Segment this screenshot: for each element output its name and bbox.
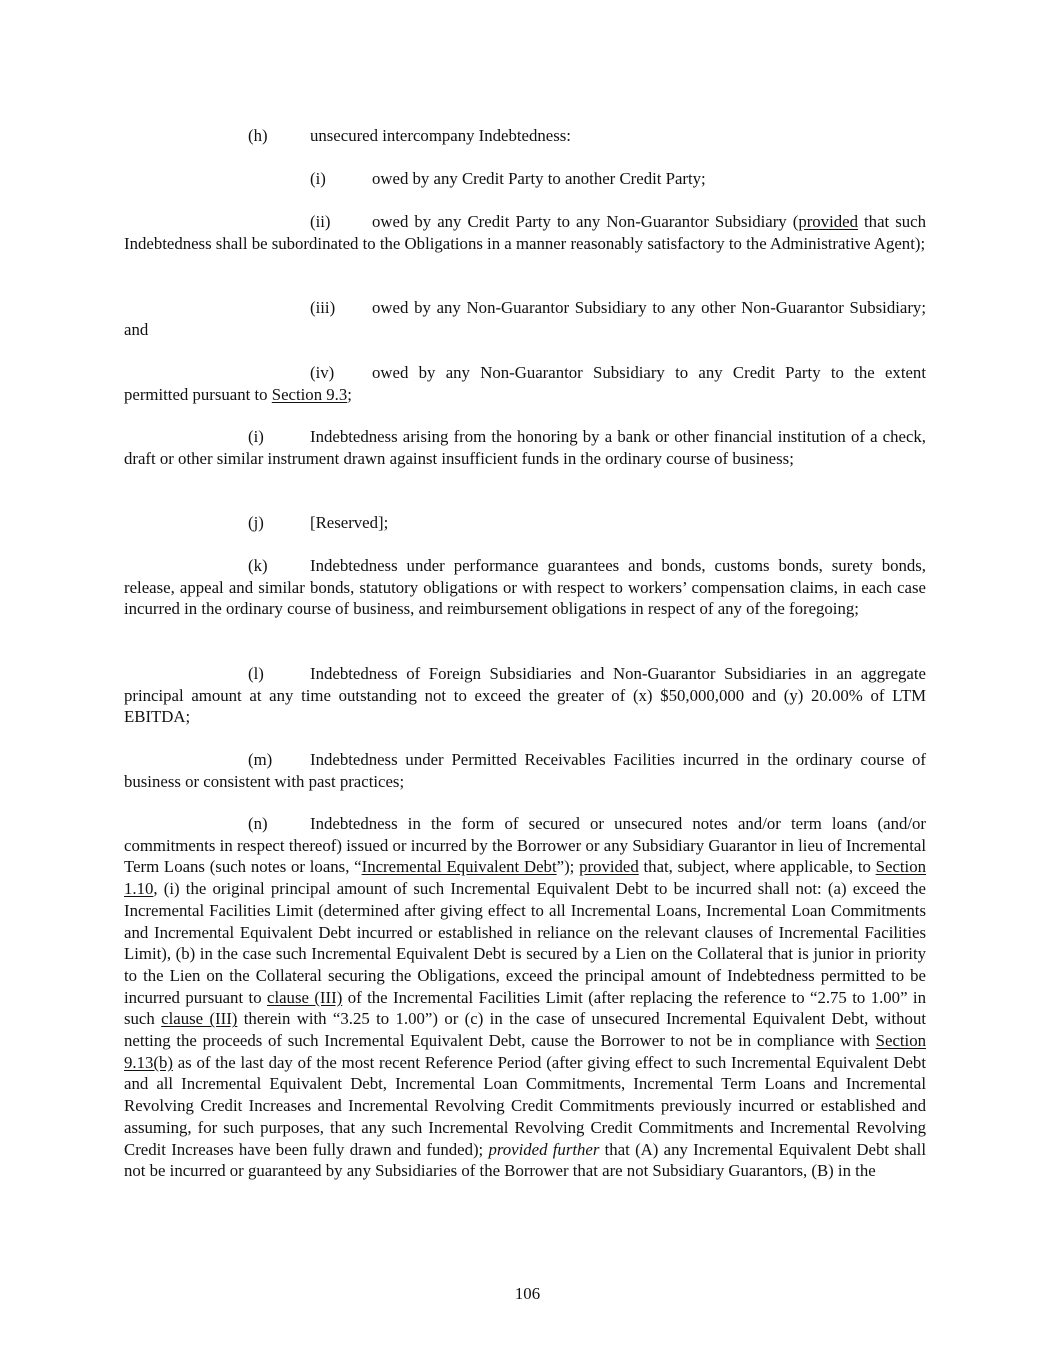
clause-n-text-2: ”); [556,857,580,877]
clause-n-text-5: of the Incremental Facilities Limit (after replacing the reference to “2.75 to 1.00” in such [124,987,926,1029]
clause-n-text-4: , (i) the original principal amount of such Incremental Equivalent Debt to be incurred shall not: (a) exceed the Incremental Facilities Limit (determined after giving effect to all Incremental Loans, Incremental Loan Commitments and Incremental Equivalent Debt incurred or established in reliance on the relevant clauses of Incremental Facilities Limit), (b) in the case such Incremental Equivalent Debt is secured by a Lien on the Collateral that is junior in priority to the Lien on the Collateral securing the Obligations, exceed the principal amount of Indebtedness permitted to be incurred pursuant to [124,879,926,1007]
clause-n-text-3: that, subject, where applicable, to [638,857,876,877]
clause-h-ii-text-2: that such Indebtedness shall be subordinated to the Obligations in a manner reasonably satisfactory to the Administrative Agent); [124,212,926,253]
clause-m [124,749,926,792]
section-9-3-ref: Section 9.3 [271,384,348,404]
clause-m-text: Indebtedness under Permitted Receivables Facilities incurred in the ordinary course of business or consistent with past practices; [124,750,926,791]
clause-h-iv [124,362,926,405]
clause-n-text-6: therein with “3.25 to 1.00”) or (c) in the case of unsecured Incremental Equivalent Debt, without netting the proceeds of such Incremental Equivalent Debt, cause the Borrower to not be in compliance with [124,1009,926,1051]
clause-h-iv-label: (iv) [310,363,335,382]
incremental-equivalent-debt-term: Incremental Equivalent Debt [361,857,557,877]
clause-j [124,512,926,534]
clause-h-ii-label: (ii) [310,212,331,231]
clause-l-label: (l) [248,664,264,683]
clause-i [124,426,926,469]
clause-i-text: Indebtedness arising from the honoring by a bank or other financial institution of a check, draft or other similar instrument drawn against insufficient funds in the ordinary course of business; [124,427,926,468]
clause-h-iv-text-1: owed by any Non-Guarantor Subsidiary to any Credit Party to the extent permitted pursuant to [124,363,926,404]
page-number: 106 [514,1284,541,1303]
clause-h-iv-text-2: ; [347,384,352,404]
clause-n-text-8: that (A) any Incremental Equivalent Debt shall not be incurred or guaranteed by any Subsidiaries of the Borrower that are not Subsidiary Guarantors, (B) in the [124,1139,927,1181]
provided-link: provided [798,212,858,231]
clause-iii-ref-2: clause (III) [161,1009,238,1029]
clause-h [124,125,926,147]
clause-n [124,813,926,1182]
clause-h-i-text: owed by any Credit Party to another Credit Party; [372,169,706,188]
clause-k-label: (k) [248,556,268,575]
clause-k [124,555,926,620]
provided-further-term: provided further [488,1139,600,1159]
clause-l-text: Indebtedness of Foreign Subsidiaries and Non-Guarantor Subsidiaries in an aggregate principal amount at any time outstanding not to exceed the greater of (x) $50,000,000 and (y) 20.00% of LTM EBITDA; [124,664,926,727]
clause-l [124,663,926,728]
clause-h-ii [124,211,926,254]
clause-i-label: (i) [248,427,264,446]
clause-n-label: (n) [248,814,268,833]
section-1-10-ref: Section 1.10 [124,857,926,899]
provided-term: provided [579,857,639,877]
clause-h-iii-text: owed by any Non-Guarantor Subsidiary to any other Non-Guarantor Subsidiary; and [124,298,926,339]
clause-n-text-1: Indebtedness in the form of secured or unsecured notes and/or term loans (and/or commitments in respect thereof) issued or incurred by the Borrower or any Subsidiary Guarantor in lieu of Incremental Term Loans (such notes or loans, “ [124,814,926,877]
clause-k-text: Indebtedness under performance guarantees and bonds, customs bonds, surety bonds, release, appeal and similar bonds, statutory obligations or with respect to workers’ compensation claims, in each case incurred in the ordinary course of business, and reimbursement obligations in respect of any of the foregoing; [124,556,926,619]
clause-h-text: unsecured intercompany Indebtedness: [310,126,571,145]
clause-h-i [124,168,926,190]
clause-n-text-7: as of the last day of the most recent Reference Period (after giving effect to such Incremental Equivalent Debt and all Incremental Equivalent Debt, Incremental Loan Commitments, Incremental Term Loans and Incremental Revolving Credit Increases and Incremental Revolving Credit Commitments previously incurred or established and assuming, for such purposes, that any such Incremental Revolving Credit Commitments and Incremental Revolving Credit Increases have been fully drawn and funded); [124,1052,926,1159]
section-9-13b-ref: Section 9.13(b) [124,1031,926,1072]
clause-m-label: (m) [248,750,273,769]
clause-h-label: (h) [248,126,268,145]
clause-h-iii [124,297,926,340]
clause-iii-ref-1: clause (III) [267,987,343,1007]
clause-j-text: [Reserved]; [310,513,389,532]
clause-j-label: (j) [248,513,264,532]
clause-h-iii-label: (iii) [310,298,336,317]
clause-h-ii-text-1: owed by any Credit Party to any Non-Guarantor Subsidiary ( [372,212,799,231]
clause-h-i-label: (i) [310,169,326,188]
